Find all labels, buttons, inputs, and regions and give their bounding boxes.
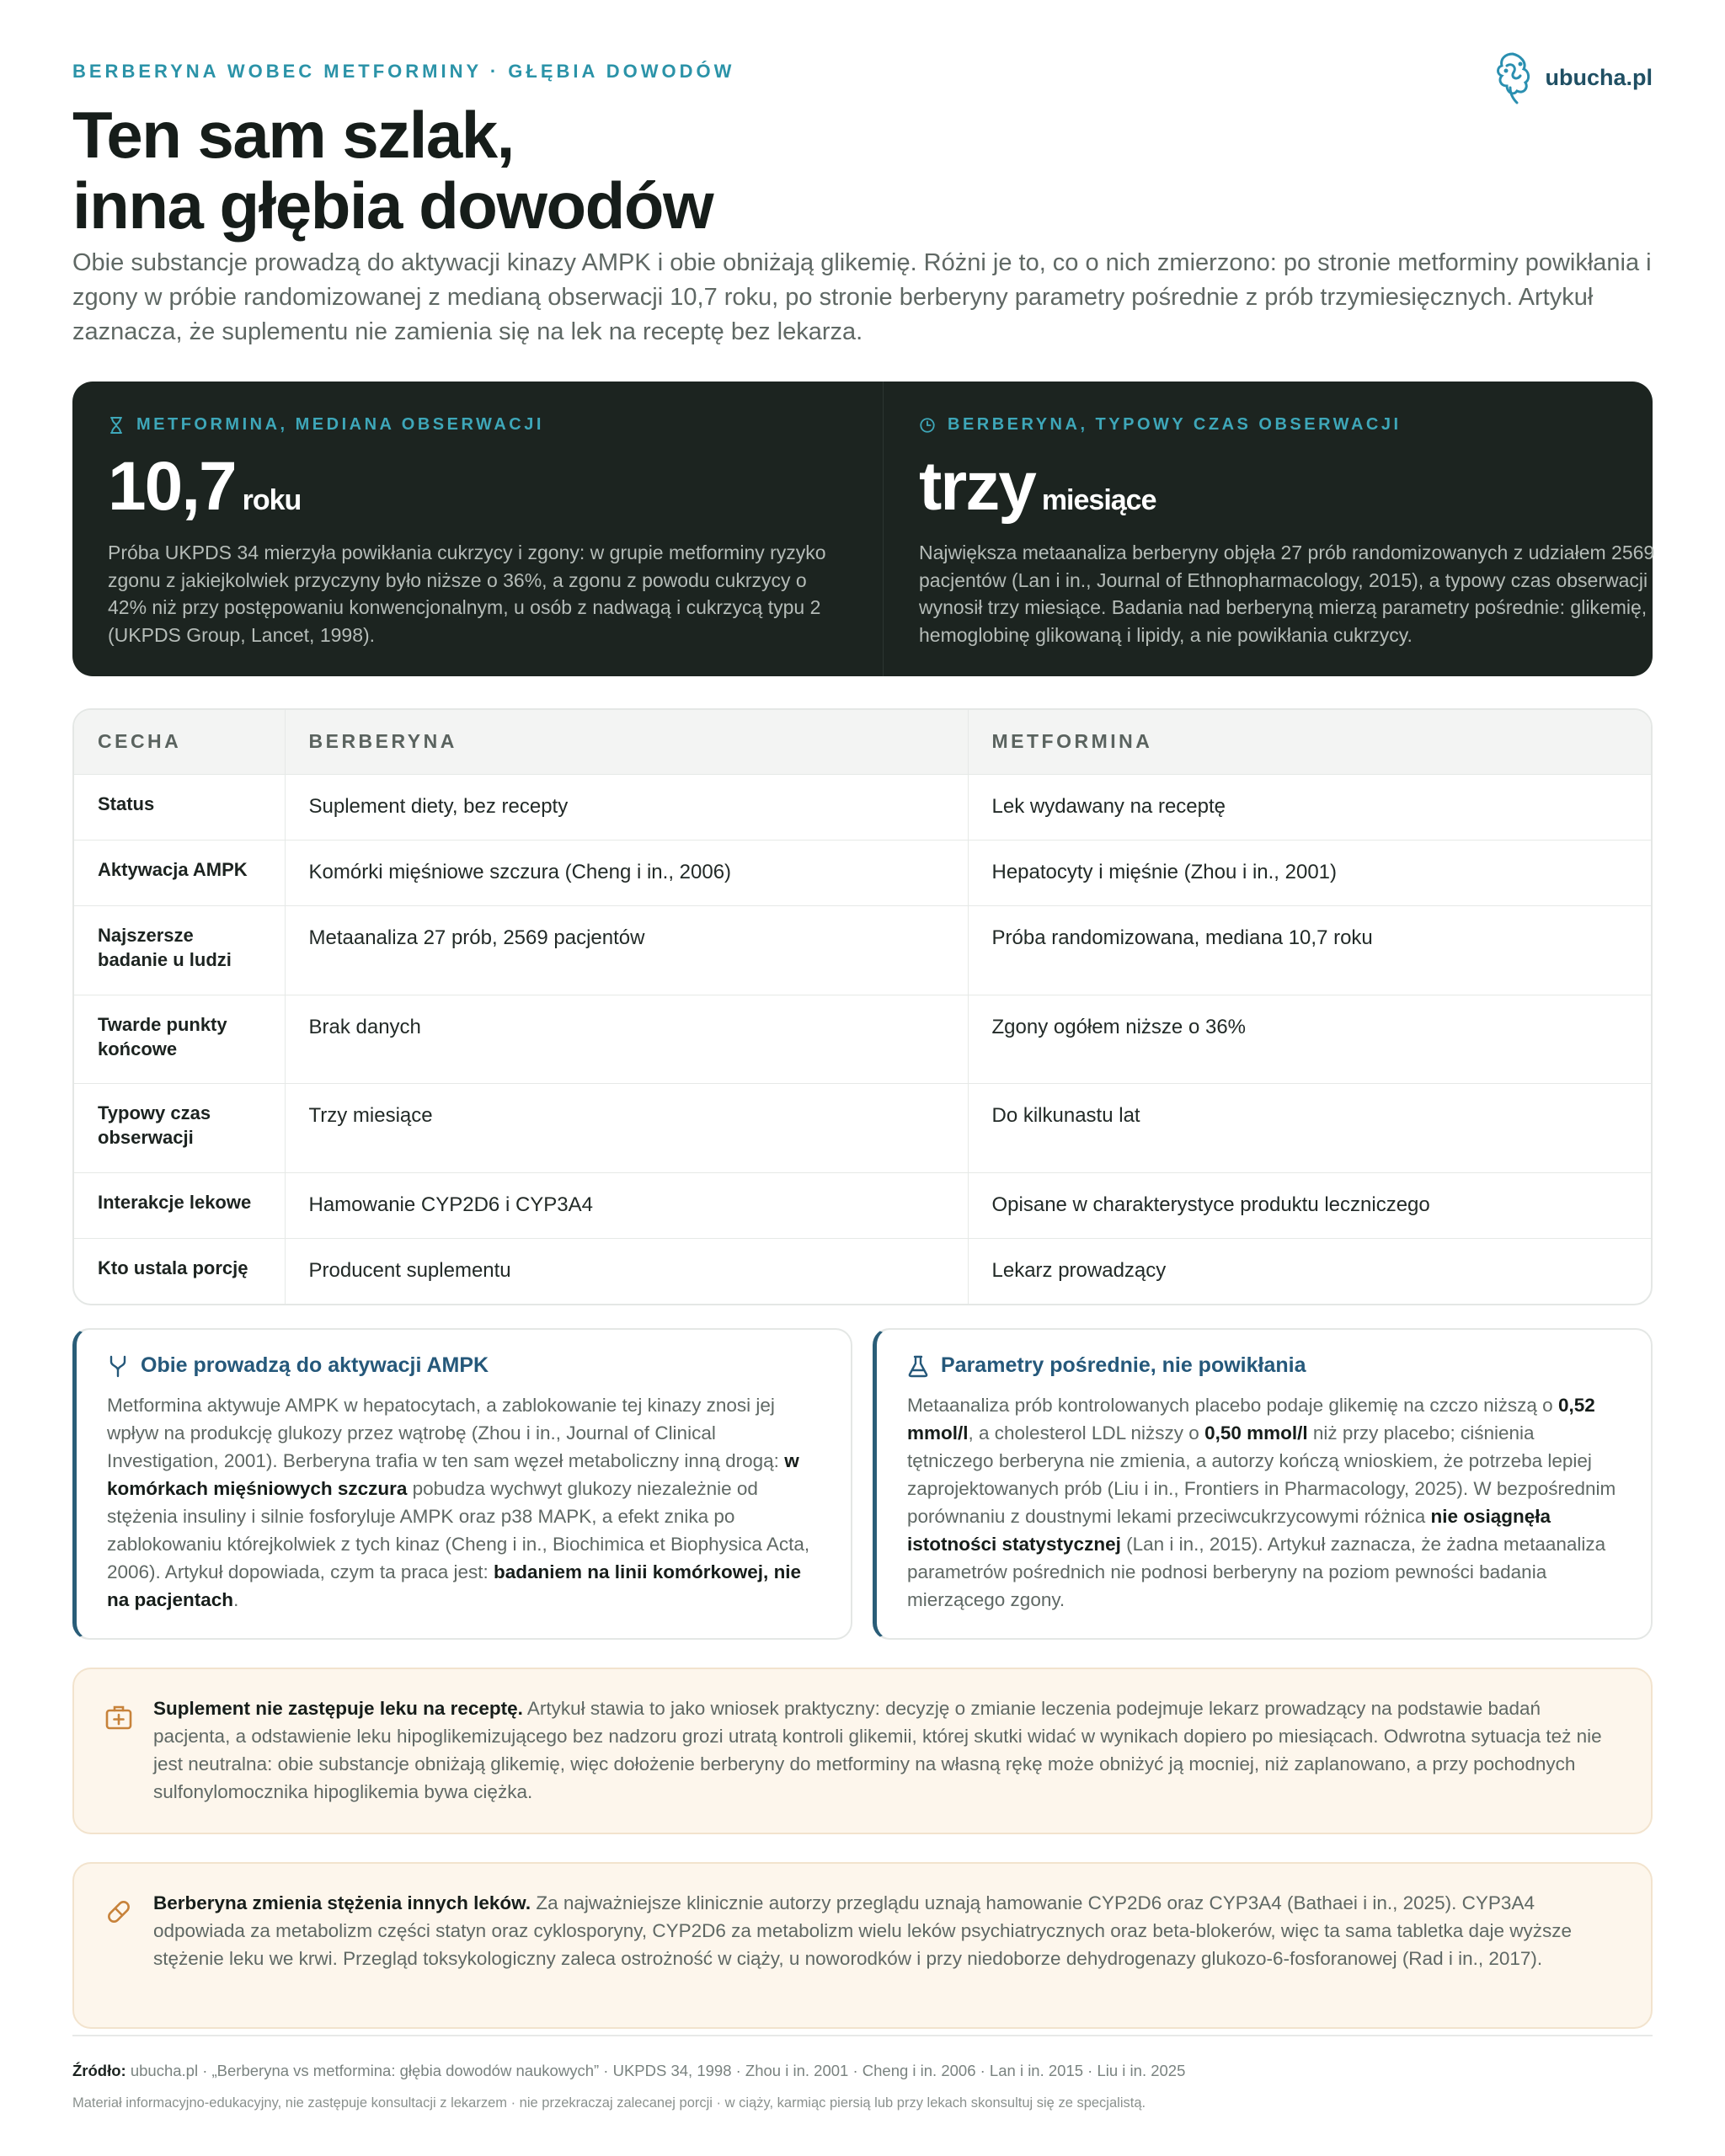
table-cell: Próba randomizowana, mediana 10,7 roku [968, 905, 1651, 995]
kombucha-scoby-icon [1492, 51, 1534, 104]
pathway-fork-icon [107, 1354, 129, 1378]
row-label: Najszersze badanie u ludzi [74, 905, 285, 995]
berberine-duration-label: BERBERYNA, TYPOWY CZAS OBSERWACJI [919, 415, 1660, 435]
metformin-duration [72, 382, 883, 676]
ampk-card-title: Obie prowadzą do aktywacji AMPK [107, 1353, 822, 1378]
column-header: CECHA [74, 710, 285, 774]
row-label: Aktywacja AMPK [74, 840, 285, 905]
disclaimer: Materiał informacyjno-edukacyjny, nie zastępuje konsultacji z lekarzem · nie przekraczaj zalecanej porcji · w ciąży, karmiąc piersią lub przy lekach skonsultuj się ze specjalistą. [72, 2095, 1146, 2111]
prescription-warning-text: Suplement nie zastępuje leku na receptę. Artykuł stawia to jako wniosek praktyczny: decyzję o zmianie leczenia podejmuje lekarz prowadzący na podstawie badań pacjenta, a odstawienie leku hipoglikemizującego bez nadzoru grozi utratą kontroli glikemii, której skutki widać w wynikach dopiero po miesiącach. Odwrotna sytuacja też nie jest neutralna: obie substancje obniżają glikemię, więc dołożenie berberyny do metforminy na własną rękę może obniżyć ją mocniej, niż zaplanowano, a przy pochodnych sulfonylomocznika hipoglikemia bywa ciężka. [153, 1698, 1602, 1802]
row-label: Status [74, 774, 285, 840]
table-row [74, 1172, 1651, 1238]
row-label: Kto ustala porcję [74, 1238, 285, 1304]
ampk-card-text: Metformina aktywuje AMPK w hepatocytach, a zablokowanie tej kinazy znosi jej wpływ na produkcję glukozy przez wątrobę (Zhou i in., Journal of Clinical Investigation, 2001). Berberyna trafia w ten sam węzeł metaboliczny inną drogą: w komórkach mięśniowych szczura pobudza wychwyt glukozy niezależnie od stężenia insuliny i silnie fosforyluje AMPK oraz p38 MAPK, a efekt znika po zablokowaniu którejkolwiek z tych kinaz (Cheng i in., Biochimica et Biophysica Acta, 2006). Artykuł dopowiada, czym ta praca jest: badaniem na linii komórkowej, nie na pacjentach. [107, 1395, 810, 1610]
title-line-1: Ten sam szlak, [72, 98, 514, 172]
hourglass-icon [108, 416, 125, 435]
column-header: BERBERYNA [285, 710, 968, 774]
prescription-warning [72, 1668, 1653, 1834]
metformin-duration-text: Próba UKPDS 34 mierzyła powikłania cukrzycy i zgony: w grupie metforminy ryzyko zgonu z jakiejkolwiek przyczyny było niższe o 36%, a zgonu z powodu cukrzycy o 42% niż przy postępowaniu konwencjonalnym, u osób z nadwagą i cukrzycą typu 2 (UKPDS Group, Lancet, 1998). [108, 542, 826, 646]
ampk-card [72, 1328, 852, 1640]
table-cell: Metaanaliza 27 prób, 2569 pacjentów [285, 905, 968, 995]
surrogate-card-text: Metaanaliza prób kontrolowanych placebo podaje glikemię na czczo niższą o 0,52 mmol/l, a cholesterol LDL niższy o 0,50 mmol/l niż przy placebo; ciśnienia tętniczego berberyna nie zmienia, a autorzy kończą wnioskiem, że potrzeba lepiej zaprojektowanych prób (Liu i in., Frontiers in Pharmacology, 2025). W bezpośrednim porównaniu z doustnymi lekami przeciwcukrzycowymi różnica nie osiągnęła istotności statystycznej (Lan i in., 2015). Artykuł zaznacza, że żadna metaanaliza parametrów pośrednich nie podnosi berberyny na poziom pewności badania mierzącego zgony. [907, 1395, 1616, 1610]
eyebrow: BERBERYNA WOBEC METFORMINY · GŁĘBIA DOWODÓW [72, 61, 735, 82]
table-row [74, 840, 1651, 905]
flask-icon [907, 1354, 929, 1378]
timer-icon [919, 416, 936, 435]
metformin-duration-label: METFORMINA, MEDIANA OBSERWACJI [108, 415, 849, 435]
surrogate-card-title: Parametry pośrednie, nie powikłania [907, 1353, 1622, 1378]
table-cell: Do kilkunastu lat [968, 1083, 1651, 1172]
table-cell: Lek wydawany na receptę [968, 774, 1651, 840]
source-line: Źródło: ubucha.pl · „Berberyna vs metformina: głębia dowodów naukowych” · UKPDS 34, 1998 · Zhou i in. 2001 · Cheng i in. 2006 · Lan i in. 2015 · Liu i in. 2025 [72, 2062, 1186, 2079]
berberine-duration [883, 382, 1694, 676]
table-cell: Hepatocyty i mięśnie (Zhou i in., 2001) [968, 840, 1651, 905]
title-line-2: inna głębia dowodów [72, 168, 713, 243]
interaction-warning [72, 1862, 1653, 2029]
brand-logo[interactable] [1492, 51, 1653, 104]
table-row [74, 1083, 1651, 1172]
duration-panel [72, 382, 1653, 676]
medical-kit-icon [104, 1703, 133, 1732]
table-row [74, 1238, 1651, 1304]
table-row [74, 774, 1651, 840]
lead-paragraph: Obie substancje prowadzą do aktywacji kinazy AMPK i obie obniżają glikemię. Różni je to, co o nich zmierzono: po stronie metforminy powikłania i zgony w próbie randomizowanej z medianą obserwacji 10,7 roku, po stronie berberyny parametry pośrednie z prób trzymiesięcznych. Artykuł zaznacza, że suplementu nie zamienia się na lek na receptę bez lekarza. [72, 249, 1652, 345]
comparison-table [72, 708, 1653, 1305]
table-cell: Lekarz prowadzący [968, 1238, 1651, 1304]
footer-divider [72, 2035, 1653, 2036]
table-cell: Komórki mięśniowe szczura (Cheng i in., 2006) [285, 840, 968, 905]
row-label: Typowy czas obserwacji [74, 1083, 285, 1172]
page-title [72, 99, 713, 241]
row-label: Twarde punkty końcowe [74, 995, 285, 1083]
table-cell: Zgony ogółem niższe o 36% [968, 995, 1651, 1083]
berberine-duration-value: trzy miesiące [919, 448, 1156, 525]
berberine-duration-text: Największa metaanaliza berberyny objęła 27 prób randomizowanych z udziałem 2569 pacjentów (Lan i in., Journal of Ethnopharmacology, 2015), a typowy czas obserwacji wynosił trzy miesiące. Badania nad berberyną mierzą parametry pośrednie: glikemię, hemoglobinę glikowaną i lipidy, a nie powikłania cukrzycy. [919, 542, 1655, 646]
table-cell: Hamowanie CYP2D6 i CYP3A4 [285, 1172, 968, 1238]
table-cell: Suplement diety, bez recepty [285, 774, 968, 840]
table-row [74, 905, 1651, 995]
surrogate-card [873, 1328, 1653, 1640]
brand-name: ubucha.pl [1545, 64, 1653, 90]
row-label: Interakcje lekowe [74, 1172, 285, 1238]
table-row [74, 995, 1651, 1083]
pill-icon [104, 1897, 133, 1926]
table-cell: Producent suplementu [285, 1238, 968, 1304]
table-header-row [74, 710, 1651, 774]
metformin-duration-value: 10,7 roku [108, 448, 302, 525]
table-cell: Brak danych [285, 995, 968, 1083]
interaction-warning-text: Berberyna zmienia stężenia innych leków. Za najważniejsze klinicznie autorzy przeglądu uznają hamowanie CYP2D6 oraz CYP3A4 (Bathaei i in., 2025). CYP3A4 odpowiada za metabolizm części statyn oraz cyklosporyny, CYP2D6 za metabolizm wielu leków psychiatrycznych oraz beta-blokerów, więc ta sama tabletka daje wyższe stężenie leku we krwi. Przegląd toksykologiczny zaleca ostrożność w ciąży, u noworodków i przy niedoborze dehydrogenazy glukozo-6-fosforanowej (Rad i in., 2017). [153, 1892, 1573, 1969]
column-header: METFORMINA [968, 710, 1651, 774]
table-cell: Opisane w charakterystyce produktu leczniczego [968, 1172, 1651, 1238]
table-cell: Trzy miesiące [285, 1083, 968, 1172]
